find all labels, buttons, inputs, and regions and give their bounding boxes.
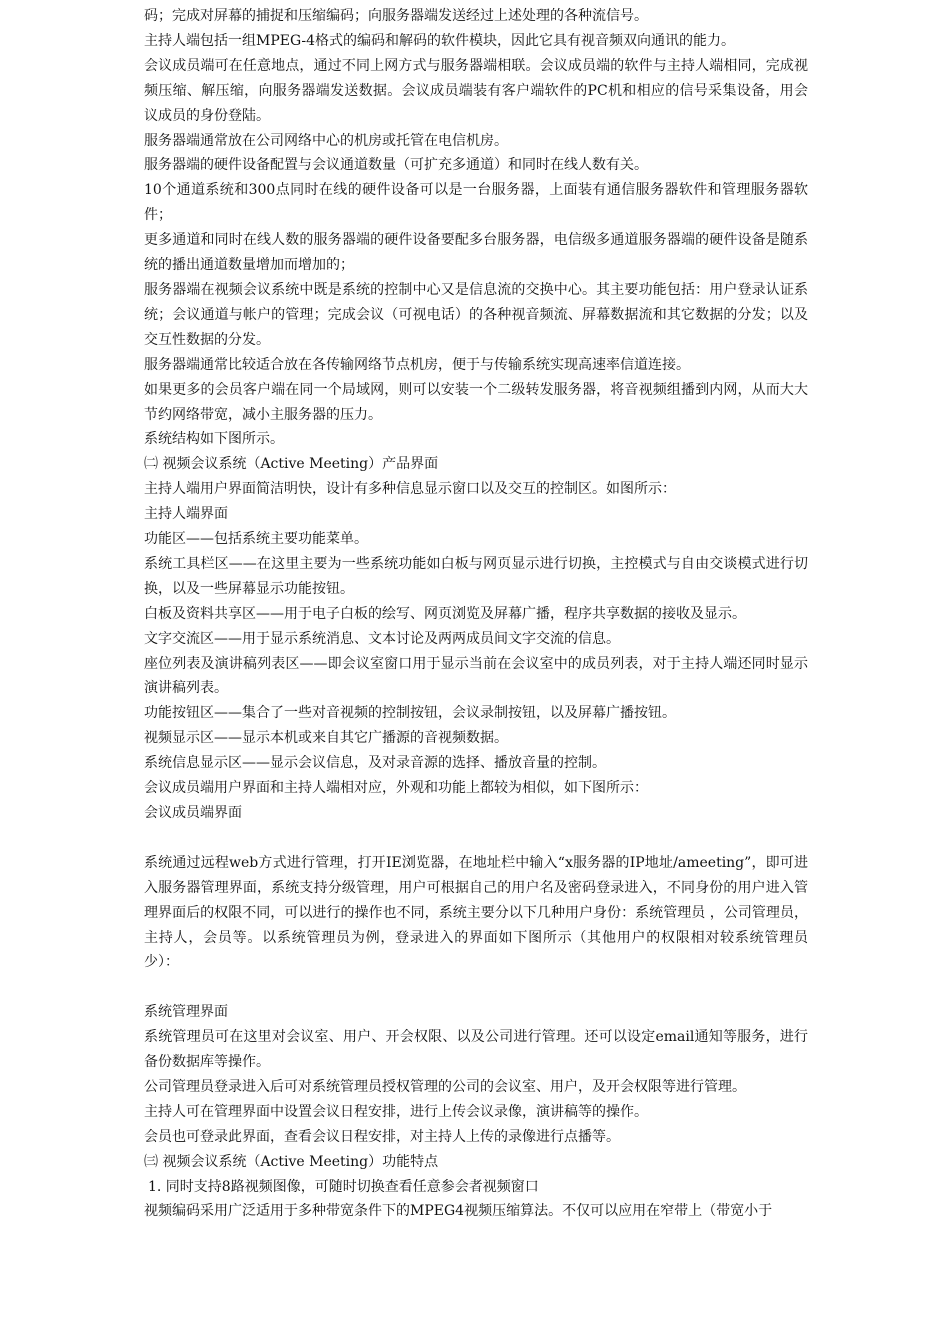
paragraph: 视频编码采用广泛适用于多种带宽条件下的MPEG4视频压缩算法。不仅可以应用在窄带上（带宽小于 [144,1203,773,1220]
paragraph: 座位列表及演讲稿列表区——即会议室窗口用于显示当前在会议室中的成员列表，对于主持人端还同时显示演讲稿列表。 [144,655,808,697]
paragraph: 会议成员端可在任意地点，通过不同上网方式与服务器端相联。会议成员端的软件与主持人端相同，完成视频压缩、解压缩，向服务器端发送数据。会议成员端装有客户端软件的PC机和相应的信号采集设备，用会议成员的身份登陆。 [144,57,808,124]
section-heading: ㈡ 视频会议系统（Active Meeting）产品界面 [144,456,439,473]
paragraph: 系统工具栏区——在这里主要为一些系统功能如白板与网页显示进行切换，主控模式与自由交谈模式进行切换，以及一些屏幕显示功能按钮。 [144,555,808,597]
list-item: 1. 同时支持8路视频图像，可随时切换查看任意参会者视频窗口 [148,1178,539,1195]
figure-caption: 系统管理界面 [144,1004,228,1021]
paragraph: 服务器端通常比较适合放在各传输网络节点机房，便于与传输系统实现高速率信道连接。 [144,356,690,373]
document-page [144,4,808,1224]
paragraph: 服务器端通常放在公司网络中心的机房或托管在电信机房。 [144,132,508,149]
paragraph: 码；完成对屏幕的捕捉和压缩编码；向服务器端发送经过上述处理的各种流信号。 [144,8,648,24]
paragraph: 系统通过远程web方式进行管理，打开IE浏览器，在地址栏中输入“x服务器的IP地址/ameeting”，即可进入服务器管理界面，系统支持分级管理，用户可根据自己的用户名及密码登录进入，不同身份的用户进入管理界面后的权限不同，可以进行的操作也不同，系统主要分以下几种用户身份：系统管理员 ，公司管理员，主持人，会员等。以系统管理员为例，登录进入的界面如下图所示（其他用户的权限相对较系统管理员少）： [144,854,808,971]
paragraph: 主持人端用户界面简洁明快，设计有多种信息显示窗口以及交互的控制区。如图所示： [144,481,676,498]
figure-caption: 会议成员端界面 [144,805,242,821]
paragraph: 更多通道和同时在线人数的服务器端的硬件设备要配多台服务器，电信级多通道服务器端的硬件设备是随系统的播出通道数量增加而增加的； [144,232,808,274]
paragraph: 系统管理员可在这里对会议室、用户、开会权限、以及公司进行管理。还可以设定email通知等服务，进行备份数据库等操作。 [144,1029,808,1071]
blank-line [144,975,808,1000]
paragraph: 主持人可在管理界面中设置会议日程安排，进行上传会议录像，演讲稿等的操作。 [144,1103,648,1120]
paragraph: 文字交流区——用于显示系统消息、文本讨论及两两成员间文字交流的信息。 [144,630,620,647]
figure-caption: 主持人端界面 [144,506,228,523]
paragraph: 系统结构如下图所示。 [144,431,284,448]
paragraph: 服务器端的硬件设备配置与会议通道数量（可扩充多通道）和同时在线人数有关。 [144,157,648,174]
paragraph: 主持人端包括一组MPEG-4格式的编码和解码的软件模块，因此它具有视音频双向通讯的能力。 [144,32,736,49]
paragraph: 会员也可登录此界面，查看会议日程安排，对主持人上传的录像进行点播等。 [144,1128,620,1145]
paragraph: 公司管理员登录进入后可对系统管理员授权管理的公司的会议室、用户，及开会权限等进行管理。 [144,1078,746,1095]
paragraph: 服务器端在视频会议系统中既是系统的控制中心又是信息流的交换中心。其主要功能包括：用户登录认证系统；会议通道与帐户的管理；完成会议（可视电话）的各种视音频流、屏幕数据流和其它数据的分发；以及交互性数据的分发。 [144,281,808,348]
section-heading: ㈢ 视频会议系统（Active Meeting）功能特点 [144,1153,439,1170]
paragraph: 10个通道系统和300点同时在线的硬件设备可以是一台服务器，上面装有通信服务器软件和管理服务器软件； [144,182,808,224]
paragraph: 如果更多的会员客户端在同一个局域网，则可以安装一个二级转发服务器，将音视频组播到内网，从而大大节约网络带宽，减小主服务器的压力。 [144,381,808,423]
paragraph: 系统信息显示区——显示会议信息，及对录音源的选择、播放音量的控制。 [144,755,606,772]
paragraph: 视频显示区——显示本机或来自其它广播源的音视频数据。 [144,730,508,747]
paragraph: 功能区——包括系统主要功能菜单。 [144,531,368,548]
paragraph: 白板及资料共享区——用于电子白板的绘写、网页浏览及屏幕广播，程序共享数据的接收及显示。 [144,605,746,622]
paragraph: 功能按钮区——集合了一些对音视频的控制按钮，会议录制按钮，以及屏幕广播按钮。 [144,705,676,722]
blank-line [144,826,808,851]
paragraph: 会议成员端用户界面和主持人端相对应，外观和功能上都较为相似，如下图所示： [144,780,648,797]
